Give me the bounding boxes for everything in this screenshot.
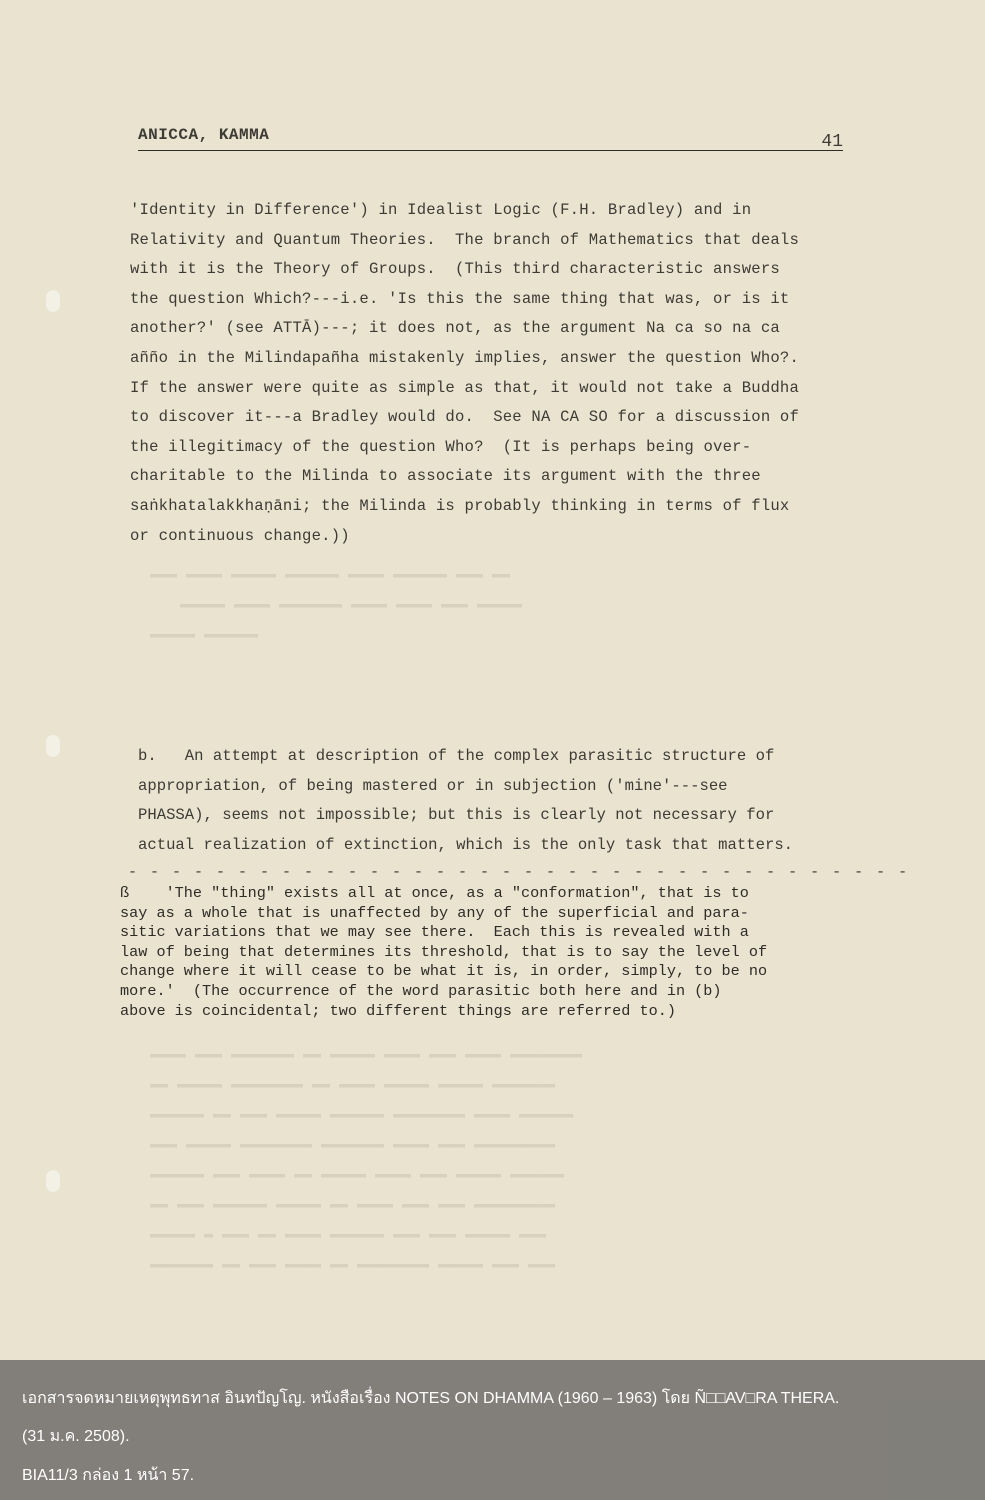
footnote-line: say as a whole that is unaffected by any of the superficial and para- <box>120 903 749 922</box>
punch-hole-mark <box>46 1170 60 1192</box>
caption-title: เอกสารจดหมายเหตุพุทธทาส อินทปัญโญ. หนังสือเรื่อง NOTES ON DHAMMA (1960 – 1963) โดย Ñ□□AV□RA THERA. <box>22 1390 840 1407</box>
footnote-line: sitic variations that we may see there. Each this is revealed with a <box>120 923 749 942</box>
footnote-line: law of being that determines its threshold, that is to say the level of <box>120 942 768 961</box>
footnote-line: above is coincidental; two different things are referred to.) <box>120 1001 676 1020</box>
running-title: ANICCA, KAMMA <box>138 126 270 144</box>
caption-date: (31 ม.ค. 2508). <box>22 1428 130 1445</box>
footnote-separator: - - - - - - - - - - - - - - - - - - - - - - - - - - - - - - - - - - - - <box>128 864 910 881</box>
text-line: b. An attempt at description of the complex parasitic structure of <box>138 747 775 765</box>
text-line: If the answer were quite as simple as that, it would not take a Buddha <box>130 378 800 397</box>
punch-hole-mark <box>46 735 60 757</box>
text-line: PHASSA), seems not impossible; but this is clearly not necessary for <box>138 806 775 824</box>
page-number: 41 <box>821 132 843 152</box>
text-line: Relativity and Quantum Theories. The branch of Mathematics that deals <box>130 230 800 249</box>
bleed-through-text: ▬▬▬ ▬▬▬▬ ▬▬▬▬▬ ▬▬▬▬▬▬ ▬▬▬▬ ▬▬▬▬▬▬ ▬▬▬ ▬▬ ▬▬▬▬▬ ▬▬▬▬ ▬▬▬▬▬▬▬ ▬▬▬▬ ▬▬▬▬ ▬▬▬ ▬▬▬▬▬ ▬▬▬▬▬ ▬▬▬▬▬▬ <box>150 566 523 643</box>
text-line: another?' (see ATTĀ)---; it does not, as the argument Na ca so na ca <box>130 319 780 338</box>
paragraph-b <box>138 742 828 860</box>
archive-caption-bar <box>0 1360 985 1500</box>
text-line: or continuous change.)) <box>130 526 350 545</box>
footnote-line: more.' (The occurrence of the word parasitic both here and in (b) <box>120 981 722 1000</box>
caption-reference: BIA11/3 กล่อง 1 หน้า 57. <box>22 1467 195 1484</box>
text-line: añño in the Milindapañha mistakenly implies, answer the question Who?. <box>130 348 800 367</box>
text-line: saṅkhatalakkhaṇāni; the Milinda is probably thinking in terms of flux <box>130 496 790 515</box>
punch-hole-mark <box>46 290 60 312</box>
footnote-line: change where it will cease to be what it is, in order, simply, to be no <box>120 962 768 981</box>
text-line: 'Identity in Difference') in Idealist Logic (F.H. Bradley) and in <box>130 201 752 219</box>
footnote <box>120 884 840 1021</box>
footnote-line: ß 'The "thing" exists all at once, as a "conformation", that is to <box>120 884 749 902</box>
text-line: with it is the Theory of Groups. (This third characteristic answers <box>130 260 780 279</box>
text-line: the question Which?---i.e. 'Is this the same thing that was, or is it <box>130 289 790 308</box>
page-header <box>138 120 843 151</box>
text-line: to discover it---a Bradley would do. See NA CA SO for a discussion of <box>130 408 800 427</box>
main-paragraph <box>130 196 830 551</box>
bleed-through-text-lower: ▬▬▬▬ ▬▬▬ ▬▬▬▬▬▬▬ ▬▬ ▬▬▬▬▬ ▬▬▬▬ ▬▬▬ ▬▬▬▬ ▬▬▬▬▬▬▬▬ ▬▬ ▬▬▬▬▬ ▬▬▬▬▬▬▬▬ ▬▬ ▬▬▬▬ ▬▬▬▬▬ ▬▬▬▬▬ ▬▬▬▬▬▬▬ ▬▬▬▬▬▬ ▬▬ ▬▬▬ ▬▬▬▬▬ ▬▬▬▬▬▬ ▬▬▬▬▬▬▬▬ ▬▬▬▬ ▬▬▬▬▬▬ ▬▬▬ ▬▬▬▬▬ ▬▬▬▬▬▬▬▬ ▬▬▬▬▬▬▬ ▬▬▬▬ ▬▬▬ ▬▬▬▬▬▬▬▬▬ ▬▬▬▬▬▬ ▬▬▬ ▬▬▬▬ ▬▬ ▬▬▬▬▬ ▬▬▬▬ ▬▬▬ ▬▬▬▬▬ ▬▬▬▬▬▬ ▬▬ ▬▬▬ ▬▬▬▬▬▬ ▬▬▬▬▬ ▬▬ ▬▬▬▬ ▬▬▬ ▬▬▬ ▬▬▬▬▬▬▬▬▬ ▬▬▬▬▬ ▬ ▬▬▬ ▬▬ ▬▬▬▬ ▬▬▬▬▬▬ ▬▬▬ ▬▬▬ ▬▬▬▬▬ ▬▬▬ ▬▬▬▬▬▬▬ ▬▬ ▬▬▬ ▬▬▬▬ ▬▬ ▬▬▬▬▬▬▬▬ ▬▬▬▬▬ ▬▬▬ ▬▬▬ <box>150 1046 583 1273</box>
text-line: appropriation, of being mastered or in subjection ('mine'---see <box>138 776 728 795</box>
text-line: charitable to the Milinda to associate its argument with the three <box>130 467 761 486</box>
text-line: actual realization of extinction, which is the only task that matters. <box>138 835 794 854</box>
text-line: the illegitimacy of the question Who? (It is perhaps being over- <box>130 437 752 456</box>
